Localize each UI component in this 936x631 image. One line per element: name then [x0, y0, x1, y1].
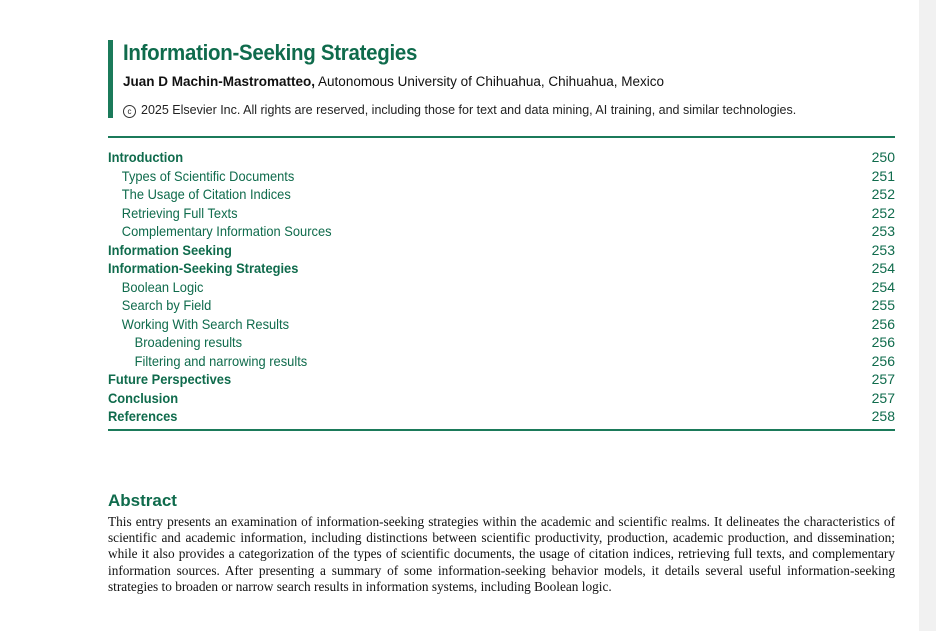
toc-entry[interactable]	[108, 259, 895, 278]
toc-entry-label[interactable]: Filtering and narrowing results	[134, 352, 308, 369]
toc-entry[interactable]	[108, 370, 895, 389]
toc-entry-page[interactable]: 256	[871, 352, 895, 369]
toc-entry[interactable]	[108, 241, 895, 260]
table-of-contents	[108, 136, 895, 431]
abstract-text: This entry presents an examination of information-seeking strategies within the academic and scientific realms. It delineates the characteristics of scientific and academic information, including distinctions between scientific productivity, production, academic production, and dissemination; while it also provides a categorization of the types of scientific documents, the usage of citation indices, retrieving full texts, and complementary information sources. After presenting a summary of some information-seeking behavior models, it details several useful information-seeking strategies to broaden or narrow search results in information systems, including Boolean logic.	[108, 514, 895, 594]
toc-entry-label[interactable]: Boolean Logic	[121, 278, 204, 295]
toc-entry[interactable]	[108, 333, 895, 352]
abstract-heading: Abstract	[108, 491, 177, 510]
toc-entry-label[interactable]: The Usage of Citation Indices	[121, 186, 291, 202]
toc-entry-page[interactable]: 253	[871, 223, 895, 239]
article-title: Information-Seeking Strategies	[123, 40, 418, 65]
toc-entry-page[interactable]: 255	[871, 297, 895, 313]
toc-entry[interactable]	[108, 389, 895, 408]
author-line	[123, 74, 664, 89]
toc-entry[interactable]	[108, 296, 895, 315]
toc-entry[interactable]	[108, 315, 895, 334]
author-name: Juan D Machin-Mastromatteo,	[123, 74, 316, 89]
toc-entry-label[interactable]: Introduction	[108, 149, 184, 165]
toc-entry-page[interactable]: 258	[871, 408, 895, 424]
toc-entry-label[interactable]: Search by Field	[121, 297, 212, 313]
article-header	[108, 40, 923, 118]
toc-entry-page[interactable]: 253	[871, 241, 895, 258]
copyright-line	[123, 103, 796, 118]
author-affiliation: Autonomous University of Chihuahua, Chihuahua, Mexico	[318, 74, 664, 89]
toc-entry-label[interactable]: References	[108, 408, 178, 424]
toc-entry[interactable]	[108, 167, 895, 186]
toc-entry-label[interactable]: Broadening results	[134, 334, 243, 350]
toc-entry-page[interactable]: 252	[871, 204, 895, 221]
toc-entry-label[interactable]: Information Seeking	[108, 241, 232, 258]
toc-entry-page[interactable]: 257	[871, 371, 895, 387]
toc-entry-page[interactable]: 256	[871, 315, 895, 332]
toc-entry[interactable]	[108, 185, 895, 204]
toc-entry[interactable]	[108, 278, 895, 297]
toc-entry[interactable]	[108, 352, 895, 371]
toc-entry-page[interactable]: 254	[871, 260, 895, 276]
toc-entry-label[interactable]: Complementary Information Sources	[121, 223, 332, 239]
toc-entry-label[interactable]: Conclusion	[108, 389, 179, 406]
toc-entry[interactable]	[108, 222, 895, 241]
toc-entry[interactable]	[108, 407, 895, 426]
toc-entry-page[interactable]: 254	[871, 278, 895, 295]
copyright-icon: c	[123, 105, 136, 118]
toc-entry-label[interactable]: Information-Seeking Strategies	[108, 260, 299, 276]
toc-entry-page[interactable]: 256	[871, 334, 895, 350]
toc-entry[interactable]	[108, 204, 895, 223]
toc-entry-label[interactable]: Future Perspectives	[108, 371, 232, 387]
toc-entry-page[interactable]: 252	[871, 186, 895, 202]
toc-entry-label[interactable]: Working With Search Results	[121, 315, 290, 332]
copyright-text: 2025 Elsevier Inc. All rights are reserved, including those for text and data mining, AI training, and similar technologies.	[141, 103, 797, 117]
toc-entry-label[interactable]: Types of Scientific Documents	[121, 167, 295, 184]
toc-entry-page[interactable]: 257	[871, 389, 895, 406]
toc-entry-page[interactable]: 251	[871, 167, 895, 184]
toc-entry[interactable]	[108, 148, 895, 167]
toc-entry-label[interactable]: Retrieving Full Texts	[121, 204, 238, 221]
toc-entry-page[interactable]: 250	[871, 149, 895, 165]
